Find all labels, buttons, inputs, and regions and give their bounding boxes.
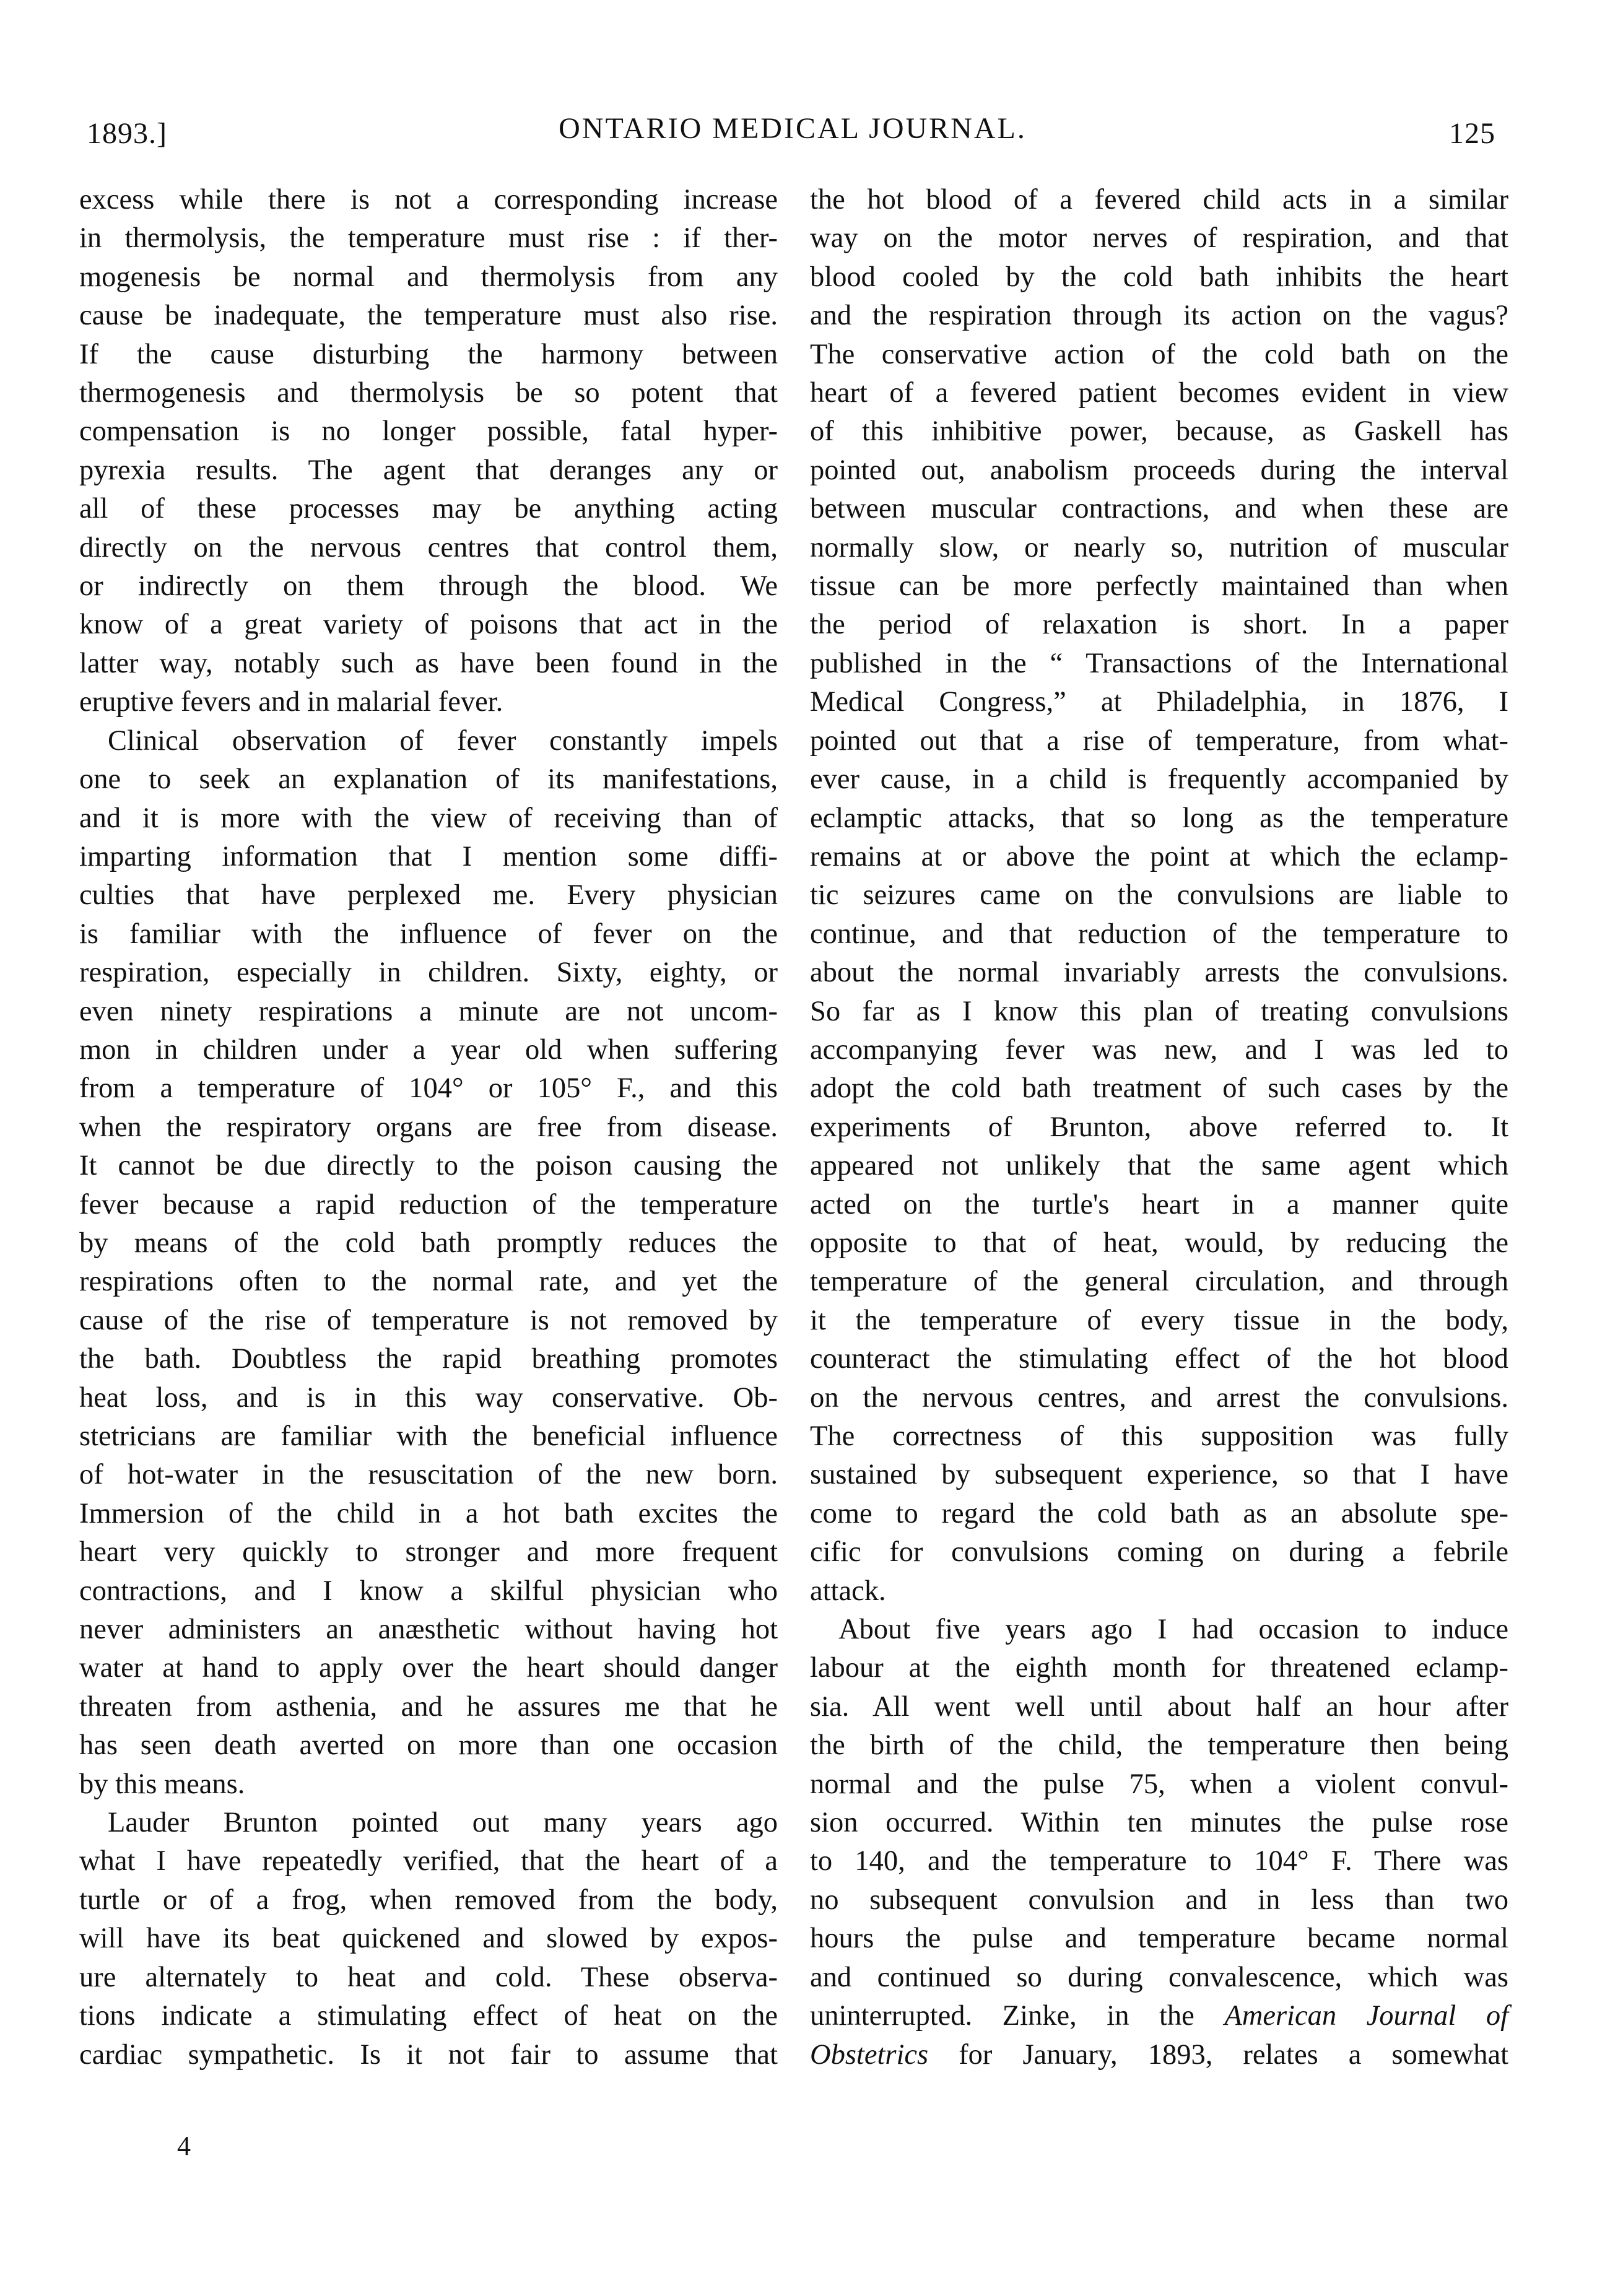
text-line: normally slow, or nearly so, nutrition of muscular bbox=[810, 531, 1508, 563]
text-line: in thermolysis, the temperature must rise : if ther- bbox=[79, 222, 778, 254]
text-line: ure alternately to heat and cold. These observa- bbox=[79, 1961, 778, 1993]
right-column bbox=[810, 181, 1508, 2074]
text-line: stetricians are familiar with the beneficial influence bbox=[79, 1420, 778, 1452]
text-line: turtle or of a frog, when removed from the body, bbox=[79, 1884, 778, 1916]
text-line: on the nervous centres, and arrest the convulsions. bbox=[810, 1381, 1508, 1414]
text-line: and it is more with the view of receiving than of bbox=[79, 802, 778, 834]
text-line: excess while there is not a corresponding increase bbox=[79, 184, 778, 215]
text-line: about the normal invariably arrests the convulsions. bbox=[810, 957, 1508, 989]
text-line: when the respiratory organs are free from disease. bbox=[79, 1111, 778, 1143]
text-line: it the temperature of every tissue in the body, bbox=[810, 1304, 1508, 1336]
paragraph bbox=[79, 181, 778, 722]
text-line: will have its beat quickened and slowed by expos- bbox=[79, 1923, 778, 1955]
paragraph bbox=[810, 1611, 1508, 1997]
text-line: contractions, and I know a skilful physician who bbox=[79, 1575, 778, 1607]
text-line: what I have repeatedly verified, that the heart of a bbox=[79, 1845, 778, 1877]
text-line: experiments of Brunton, above referred to. It bbox=[810, 1111, 1508, 1143]
text-line: thermogenesis and thermolysis be so potent that bbox=[79, 377, 778, 409]
text-line: respirations often to the normal rate, and yet the bbox=[79, 1266, 778, 1298]
text-line: The correctness of this supposition was fully bbox=[810, 1420, 1508, 1452]
text-line: Obstetrics for January, 1893, relates a somewhat bbox=[810, 2038, 1508, 2071]
text-line: cardiac sympathetic. Is it not fair to assume that bbox=[79, 2038, 778, 2071]
paragraph bbox=[79, 722, 778, 1804]
text-line: all of these processes may be anything acting bbox=[79, 493, 778, 525]
text-line: counteract the stimulating effect of the hot blood bbox=[810, 1343, 1508, 1375]
text-line: published in the “ Transactions of the International bbox=[810, 647, 1508, 679]
text-line: continue, and that reduction of the temperature to bbox=[810, 918, 1508, 950]
text-line: uninterrupted. Zinke, in the American Journal of bbox=[810, 2000, 1508, 2032]
text-line: hours the pulse and temperature became normal bbox=[810, 1923, 1508, 1955]
text-line: fever because a rapid reduction of the temperature bbox=[79, 1188, 778, 1220]
text-line: Lauder Brunton pointed out many years ago bbox=[108, 1807, 778, 1839]
text-line: threaten from asthenia, and he assures me that he bbox=[79, 1690, 778, 1723]
text-line: the birth of the child, the temperature then being bbox=[810, 1729, 1508, 1762]
text-line: of this inhibitive power, because, as Gaskell has bbox=[810, 415, 1508, 448]
text-line: cific for convulsions coming on during a febrile bbox=[810, 1536, 1508, 1568]
text-line: way on the motor nerves of respiration, and that bbox=[810, 222, 1508, 254]
text-line: water at hand to apply over the heart should danger bbox=[79, 1652, 778, 1684]
text-line: blood cooled by the cold bath inhibits the heart bbox=[810, 261, 1508, 293]
left-column bbox=[79, 181, 778, 2074]
text-line: temperature of the general circulation, and through bbox=[810, 1266, 1508, 1298]
text-line: tissue can be more perfectly maintained than when bbox=[810, 570, 1508, 602]
text-line: heart of a fevered patient becomes evident in view bbox=[810, 377, 1508, 409]
paragraph bbox=[810, 181, 1508, 1611]
text-line: heat loss, and is in this way conservative. Ob- bbox=[79, 1381, 778, 1414]
text-line: Medical Congress,” at Philadelphia, in 1876, I bbox=[810, 686, 1508, 718]
running-head-title: ONTARIO MEDICAL JOURNAL. bbox=[559, 112, 1027, 145]
text-line: adopt the cold bath treatment of such cases by the bbox=[810, 1072, 1508, 1105]
text-line: even ninety respirations a minute are not uncom- bbox=[79, 995, 778, 1027]
text-line: sion occurred. Within ten minutes the pulse rose bbox=[810, 1807, 1508, 1839]
text-line: If the cause disturbing the harmony between bbox=[79, 338, 778, 370]
text-line: accompanying fever was new, and I was led to bbox=[810, 1033, 1508, 1066]
text-line: pointed out, anabolism proceeds during the interval bbox=[810, 454, 1508, 486]
text-line: never administers an anæsthetic without having hot bbox=[79, 1614, 778, 1646]
text-line: between muscular contractions, and when these are bbox=[810, 493, 1508, 525]
text-line: cause be inadequate, the temperature must also rise. bbox=[79, 300, 778, 332]
text-line: respiration, especially in children. Sixty, eighty, or bbox=[79, 957, 778, 989]
text-line: no subsequent convulsion and in less than two bbox=[810, 1884, 1508, 1916]
text-line: and the respiration through its action on the vagus? bbox=[810, 300, 1508, 332]
running-head bbox=[0, 105, 1610, 155]
text-line: directly on the nervous centres that control them, bbox=[79, 531, 778, 563]
text-line: come to regard the cold bath as an absolute spe- bbox=[810, 1497, 1508, 1529]
text-line: the bath. Doubtless the rapid breathing promotes bbox=[79, 1343, 778, 1375]
text-line: compensation is no longer possible, fatal hyper- bbox=[79, 415, 778, 448]
text-line: It cannot be due directly to the poison causing the bbox=[79, 1150, 778, 1182]
text-line: remains at or above the point at which the eclamp- bbox=[810, 840, 1508, 872]
text-line: mogenesis be normal and thermolysis from any bbox=[79, 261, 778, 293]
signature-mark: 4 bbox=[177, 2131, 191, 2161]
text-line: About five years ago I had occasion to induce bbox=[838, 1614, 1508, 1646]
text-line: The conservative action of the cold bath on the bbox=[810, 338, 1508, 370]
text-line: heart very quickly to stronger and more frequent bbox=[79, 1536, 778, 1568]
text-line: appeared not unlikely that the same agent which bbox=[810, 1150, 1508, 1182]
text-line: ever cause, in a child is frequently accompanied by bbox=[810, 763, 1508, 796]
paragraph-continued bbox=[810, 1997, 1508, 2074]
page-number: 125 bbox=[1449, 117, 1495, 150]
text-line: cause of the rise of temperature is not removed by bbox=[79, 1304, 778, 1336]
text-line: from a temperature of 104° or 105° F., and this bbox=[79, 1072, 778, 1105]
text-line: tions indicate a stimulating effect of heat on the bbox=[79, 2000, 778, 2032]
text-line: eclamptic attacks, that so long as the temperature bbox=[810, 802, 1508, 834]
text-line: the hot blood of a fevered child acts in a similar bbox=[810, 184, 1508, 215]
text-line: and continued so during convalescence, which was bbox=[810, 1961, 1508, 1993]
text-line: culties that have perplexed me. Every physician bbox=[79, 879, 778, 911]
journal-title-italic: Obstetrics bbox=[810, 2038, 929, 2071]
text-line: of hot-water in the resuscitation of the new born. bbox=[79, 1459, 778, 1491]
text-line: acted on the turtle's heart in a manner quite bbox=[810, 1188, 1508, 1220]
text-line: attack. bbox=[810, 1575, 886, 1607]
text-line: eruptive fevers and in malarial fever. bbox=[79, 686, 503, 718]
text-line: latter way, notably such as have been found in the bbox=[79, 647, 778, 679]
text-line: know of a great variety of poisons that act in the bbox=[79, 609, 778, 641]
text-line: is familiar with the influence of fever on the bbox=[79, 918, 778, 950]
text-line: Clinical observation of fever constantly impels bbox=[108, 724, 778, 757]
text-line: to 140, and the temperature to 104° F. There was bbox=[810, 1845, 1508, 1877]
text-line: or indirectly on them through the blood. We bbox=[79, 570, 778, 602]
text-line: by means of the cold bath promptly reduces the bbox=[79, 1227, 778, 1259]
text-line: imparting information that I mention some diffi- bbox=[79, 840, 778, 872]
text-line: normal and the pulse 75, when a violent convul- bbox=[810, 1768, 1508, 1800]
text-line: one to seek an explanation of its manifestations, bbox=[79, 763, 778, 796]
running-head-year: 1893.] bbox=[87, 117, 167, 150]
text-line: So far as I know this plan of treating convulsions bbox=[810, 995, 1508, 1027]
text-line: labour at the eighth month for threatened eclamp- bbox=[810, 1652, 1508, 1684]
journal-title-italic: American Journal of bbox=[1224, 2000, 1508, 2032]
text-line: tic seizures came on the convulsions are liable to bbox=[810, 879, 1508, 911]
text-line: pyrexia results. The agent that deranges any or bbox=[79, 454, 778, 486]
text-line: Immersion of the child in a hot bath excites the bbox=[79, 1497, 778, 1529]
text-line: by this means. bbox=[79, 1768, 245, 1800]
text-line: opposite to that of heat, would, by reducing the bbox=[810, 1227, 1508, 1259]
text-line: the period of relaxation is short. In a paper bbox=[810, 609, 1508, 641]
text-line: has seen death averted on more than one occasion bbox=[79, 1729, 778, 1762]
text-line: sia. All went well until about half an hour after bbox=[810, 1690, 1508, 1723]
paragraph bbox=[79, 1804, 778, 2074]
text-line: sustained by subsequent experience, so that I have bbox=[810, 1459, 1508, 1491]
text-line: mon in children under a year old when suffering bbox=[79, 1033, 778, 1066]
text-line: pointed out that a rise of temperature, from what- bbox=[810, 724, 1508, 757]
